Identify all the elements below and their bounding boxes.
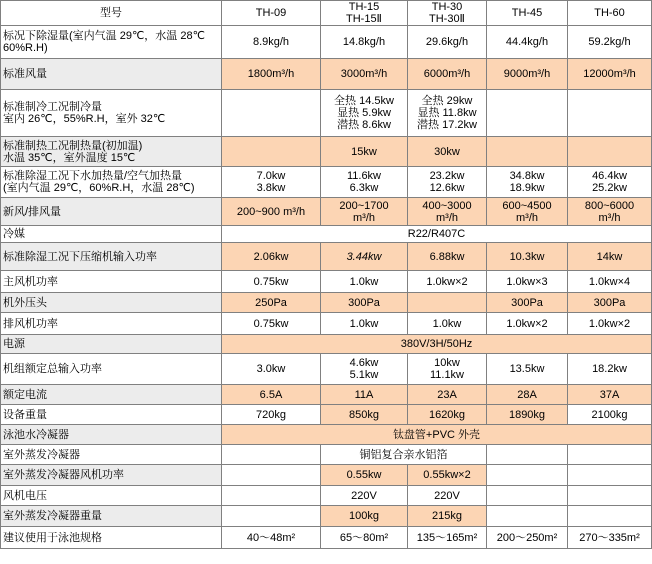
spec-label (1, 271, 222, 293)
spec-label (1, 137, 222, 167)
spec-value (568, 243, 652, 271)
cell-text-line: 1.0kw×2 (588, 317, 631, 330)
spec-value (222, 198, 321, 226)
spec-value (222, 271, 321, 293)
cell-text-line: 6.88kw (429, 250, 465, 263)
spec-value (568, 405, 652, 425)
spec-value (568, 527, 652, 549)
spec-value (408, 486, 487, 506)
spec-value (222, 445, 321, 465)
spec-label (1, 486, 222, 506)
cell-text-line: TH-30Ⅱ (429, 13, 465, 25)
spec-value (408, 465, 487, 486)
spec-value (408, 26, 487, 59)
table-row (1, 354, 652, 385)
cell-text-line: 200～250m² (496, 531, 558, 544)
cell-text-line: TH-60 (594, 7, 625, 19)
cell-text-line: 1.0kw×3 (506, 275, 548, 288)
spec-value (568, 137, 652, 167)
spec-value (487, 293, 568, 313)
spec-value (222, 425, 652, 445)
cell-text-line: 潜热 17.2kw (417, 119, 477, 131)
cell-text-line: 220V (434, 489, 460, 502)
spec-label (1, 26, 222, 59)
model-header (1, 1, 222, 26)
cell-text-line: 1890kg (508, 408, 546, 421)
table-row (1, 527, 652, 549)
model-name (408, 1, 487, 26)
table-row (1, 486, 652, 506)
cell-text-line: 300Pa (593, 296, 626, 309)
cell-text-line: 800~6000 (584, 199, 635, 212)
spec-value (487, 198, 568, 226)
cell-text-line: 室外蒸发冷凝器风机功率 (3, 469, 124, 481)
spec-value (222, 243, 321, 271)
spec-value (487, 137, 568, 167)
cell-text-line: 额定电流 (3, 388, 47, 401)
cell-text-line: 11A (354, 388, 374, 401)
spec-label (1, 465, 222, 486)
cell-text-line: 4.6kw (349, 357, 379, 369)
spec-value (222, 59, 321, 90)
cell-text-line: 34.8kw (509, 170, 545, 182)
spec-value (568, 26, 652, 59)
table-row (1, 271, 652, 293)
spec-value (222, 527, 321, 549)
spec-value (487, 271, 568, 293)
spec-value (321, 313, 408, 335)
spec-value (321, 405, 408, 425)
spec-value (568, 198, 652, 226)
cell-text-line: m³/h (516, 211, 538, 224)
cell-text-line: 1.0kw×2 (426, 275, 468, 288)
spec-label (1, 405, 222, 425)
cell-text-line: TH-15Ⅱ (346, 13, 382, 25)
spec-label (1, 354, 222, 385)
table-row (1, 243, 652, 271)
cell-text-line: 250Pa (255, 296, 287, 309)
spec-value (568, 385, 652, 405)
cell-text-line: 0.55kw×2 (423, 469, 471, 481)
spec-value (222, 465, 321, 486)
cell-text-line: 1.0kw×2 (506, 317, 548, 330)
cell-text-line: 1.0kw×4 (588, 275, 631, 288)
cell-text-line: 10kw (434, 357, 460, 369)
cell-text-line: TH-30 (431, 1, 463, 13)
cell-text-line: 主风机功率 (3, 275, 58, 288)
spec-value (222, 26, 321, 59)
spec-value (321, 271, 408, 293)
cell-text-line: 18.2kw (592, 363, 627, 375)
spec-label (1, 198, 222, 226)
spec-value (408, 243, 487, 271)
cell-text-line: 3000m³/h (340, 68, 388, 80)
spec-label (1, 527, 222, 549)
cell-text-line: 电源 (3, 338, 25, 350)
model-name (222, 1, 321, 26)
spec-value (487, 243, 568, 271)
cell-text-line: TH-45 (511, 7, 543, 19)
cell-text-line: 200~1700 (339, 199, 389, 212)
table-row (1, 167, 652, 198)
cell-text-line: 400~3000 (422, 199, 472, 212)
cell-text-line: 23.2kw (429, 170, 465, 182)
cell-text-line: 18.9kw (509, 182, 545, 194)
spec-value (321, 465, 408, 486)
cell-text-line: 排风机功率 (3, 317, 58, 330)
spec-value (487, 167, 568, 198)
cell-text-line: 28A (517, 388, 537, 401)
spec-value (487, 486, 568, 506)
table-row (1, 313, 652, 335)
spec-value (408, 198, 487, 226)
cell-text-line: 建议使用于泳池规格 (3, 531, 102, 544)
cell-text-line: 设备重量 (3, 408, 47, 421)
cell-text-line: 3.0kw (256, 363, 286, 375)
cell-text-line: 270～335m² (579, 531, 640, 544)
spec-label (1, 335, 222, 354)
spec-value (321, 198, 408, 226)
cell-text-line: 14kw (596, 250, 623, 263)
spec-value (321, 506, 408, 527)
cell-text-line: 全热 14.5kw (334, 95, 394, 107)
cell-text-line: 13.5kw (509, 363, 545, 375)
cell-text-line: 冷媒 (3, 228, 25, 240)
model-name (487, 1, 568, 26)
cell-text-line: 机外压头 (3, 296, 47, 309)
cell-text-line: 0.75kw (253, 317, 289, 330)
cell-text-line: 标准除湿工况下水加热量/空气加热量 (3, 170, 183, 182)
spec-value (568, 354, 652, 385)
table-row (1, 405, 652, 425)
cell-text-line: 0.75kw (253, 275, 289, 288)
spec-value (321, 445, 487, 465)
table-row (1, 226, 652, 243)
spec-label (1, 59, 222, 90)
cell-text-line: 65～80m² (339, 531, 389, 544)
spec-value (408, 405, 487, 425)
spec-value (408, 90, 487, 137)
cell-text-line: 水温 35℃，室外温度 15℃ (3, 151, 136, 164)
spec-value (321, 243, 408, 271)
table-row (1, 385, 652, 405)
cell-text-line: 全热 29kw (421, 95, 473, 107)
spec-label (1, 167, 222, 198)
cell-text-line: 1800m³/h (247, 68, 295, 80)
cell-text-line: 3.8kw (256, 182, 286, 194)
table-row (1, 293, 652, 313)
cell-text-line: m³/h (598, 211, 621, 224)
cell-text-line: 14.8kg/h (342, 36, 386, 48)
cell-text-line: 46.4kw (592, 170, 627, 182)
cell-text-line: 8.9kg/h (252, 36, 290, 48)
spec-label (1, 226, 222, 243)
spec-value (321, 59, 408, 90)
spec-value (408, 527, 487, 549)
cell-text-line: 7.0kw (256, 170, 286, 182)
spec-value (321, 137, 408, 167)
spec-value (487, 405, 568, 425)
table-row (1, 425, 652, 445)
cell-text-line: 37A (599, 388, 620, 401)
cell-text-line: 6.3kw (349, 182, 379, 194)
cell-text-line: 6.5A (259, 388, 283, 401)
cell-text-line: 钛盘管+PVC 外壳 (392, 428, 481, 441)
cell-text-line: 10.3kw (509, 250, 545, 263)
cell-text-line: 135～165m² (416, 531, 478, 544)
header-row (1, 1, 652, 26)
cell-text-line: 潜热 8.6kw (337, 119, 391, 131)
spec-value (408, 293, 487, 313)
spec-value (222, 385, 321, 405)
table-row (1, 506, 652, 527)
cell-text-line: 12000m³/h (583, 68, 636, 80)
spec-value (568, 271, 652, 293)
cell-text-line: 显热 5.9kw (337, 107, 391, 119)
spec-value (222, 335, 652, 354)
spec-value (321, 385, 408, 405)
cell-text-line: 215kg (432, 510, 462, 522)
cell-text-line: 380V/3H/50Hz (400, 338, 473, 350)
spec-value (408, 354, 487, 385)
table-row (1, 198, 652, 226)
cell-text-line: 300Pa (348, 296, 380, 309)
spec-value (222, 167, 321, 198)
table-row (1, 335, 652, 354)
spec-value (487, 90, 568, 137)
cell-text-line: 1.0kw (432, 317, 462, 330)
cell-text-line: R22/R407C (407, 228, 466, 240)
cell-text-line: 220V (351, 489, 377, 502)
table-row (1, 445, 652, 465)
cell-text-line: 3.44kw (346, 250, 382, 263)
cell-text-line: 1.0kw (349, 317, 379, 330)
spec-value (321, 90, 408, 137)
spec-value (568, 59, 652, 90)
cell-text-line: 标准除湿工况下压缩机输入功率 (3, 250, 157, 263)
cell-text-line: 30kw (434, 145, 460, 158)
cell-text-line: m³/h (436, 211, 458, 224)
cell-text-line: 显热 11.8kw (417, 107, 477, 119)
cell-text-line: 新风/排风量 (3, 205, 62, 218)
table-row (1, 137, 652, 167)
spec-value (222, 313, 321, 335)
cell-text-line: 泳池水冷凝器 (3, 428, 69, 441)
spec-value (321, 167, 408, 198)
cell-text-line: TH-09 (255, 7, 287, 19)
cell-text-line: 59.2kg/h (588, 36, 631, 48)
spec-value (487, 465, 568, 486)
spec-value (487, 527, 568, 549)
cell-text-line: 9000m³/h (503, 68, 551, 80)
model-name (568, 1, 652, 26)
cell-text-line: 720kg (256, 408, 286, 421)
spec-value (568, 465, 652, 486)
spec-label (1, 385, 222, 405)
cell-text-line: 100kg (349, 510, 379, 522)
cell-text-line: 机组额定总输入功率 (3, 363, 102, 375)
spec-label (1, 425, 222, 445)
cell-text-line: 室内 26℃，55%R.H，室外 32℃ (3, 113, 166, 125)
spec-value (222, 506, 321, 527)
spec-value (487, 59, 568, 90)
cell-text-line: 风机电压 (3, 489, 47, 502)
spec-value (222, 486, 321, 506)
spec-value (408, 385, 487, 405)
spec-value (321, 354, 408, 385)
cell-text-line: 850kg (349, 408, 379, 421)
spec-label (1, 90, 222, 137)
spec-value (321, 527, 408, 549)
cell-text-line: 2.06kw (253, 250, 289, 263)
spec-value (408, 137, 487, 167)
spec-value (408, 506, 487, 527)
spec-label (1, 313, 222, 335)
spec-value (222, 293, 321, 313)
spec-value (568, 486, 652, 506)
cell-text-line: 11.1kw (429, 369, 465, 381)
spec-value (222, 405, 321, 425)
spec-value (568, 90, 652, 137)
table-row (1, 26, 652, 59)
spec-value (487, 26, 568, 59)
spec-table-body (1, 1, 652, 549)
cell-text-line: 11.6kw (346, 170, 382, 182)
cell-text-line: 2100kg (591, 408, 628, 421)
cell-text-line: 室外蒸发冷凝器重量 (3, 510, 102, 522)
spec-label (1, 293, 222, 313)
spec-label (1, 445, 222, 465)
spec-value (408, 271, 487, 293)
cell-text-line: 600~4500 (502, 199, 552, 212)
cell-text-line: m³/h (353, 211, 375, 224)
cell-text-line: 0.55kw (346, 469, 382, 481)
spec-label (1, 243, 222, 271)
cell-text-line: 标准制冷工况制冷量 (3, 101, 102, 113)
cell-text-line: 12.6kw (429, 182, 465, 194)
spec-value (222, 354, 321, 385)
spec-value (487, 354, 568, 385)
cell-text-line: 5.1kw (349, 369, 379, 381)
spec-value (487, 313, 568, 335)
cell-text-line: 60%R.H) (3, 42, 48, 54)
cell-text-line: 29.6kg/h (425, 36, 469, 48)
spec-value (487, 445, 568, 465)
spec-label (1, 506, 222, 527)
cell-text-line: (室内气温 29℃，60%R.H，水温 28℃) (3, 182, 195, 194)
cell-text-line: TH-15 (348, 1, 380, 13)
cell-text-line: 1.0kw (349, 275, 379, 288)
spec-value (222, 226, 652, 243)
table-row (1, 59, 652, 90)
cell-text-line: 40～48m² (246, 531, 296, 544)
spec-value (487, 506, 568, 527)
cell-text-line: 标准制热工况制热量(初加温) (3, 139, 143, 152)
table-row (1, 90, 652, 137)
cell-text-line: 标况下除湿量(室内气温 29℃，水温 28℃ (3, 30, 205, 42)
model-name (321, 1, 408, 26)
cell-text-line: 23A (437, 388, 457, 401)
spec-value (408, 59, 487, 90)
cell-text-line: 型号 (100, 7, 122, 19)
table-row (1, 465, 652, 486)
spec-value (321, 26, 408, 59)
cell-text-line: 室外蒸发冷凝器 (3, 448, 80, 461)
spec-value (408, 313, 487, 335)
cell-text-line: 300Pa (511, 296, 543, 309)
spec-value (321, 293, 408, 313)
spec-value (222, 137, 321, 167)
spec-value (568, 167, 652, 198)
spec-value (568, 445, 652, 465)
spec-value (487, 385, 568, 405)
cell-text-line: 25.2kw (592, 182, 627, 194)
cell-text-line: 铜铝复合亲水铝箔 (359, 448, 448, 461)
spec-value (408, 167, 487, 198)
spec-value (568, 506, 652, 527)
cell-text-line: 200~900 m³/h (236, 205, 306, 218)
cell-text-line: 标准风量 (3, 68, 47, 80)
cell-text-line: 6000m³/h (423, 68, 471, 80)
cell-text-line: 44.4kg/h (505, 36, 549, 48)
spec-value (321, 486, 408, 506)
cell-text-line: 1620kg (428, 408, 466, 421)
spec-value (568, 313, 652, 335)
spec-value (222, 90, 321, 137)
spec-value (568, 293, 652, 313)
cell-text-line: 15kw (351, 145, 377, 158)
